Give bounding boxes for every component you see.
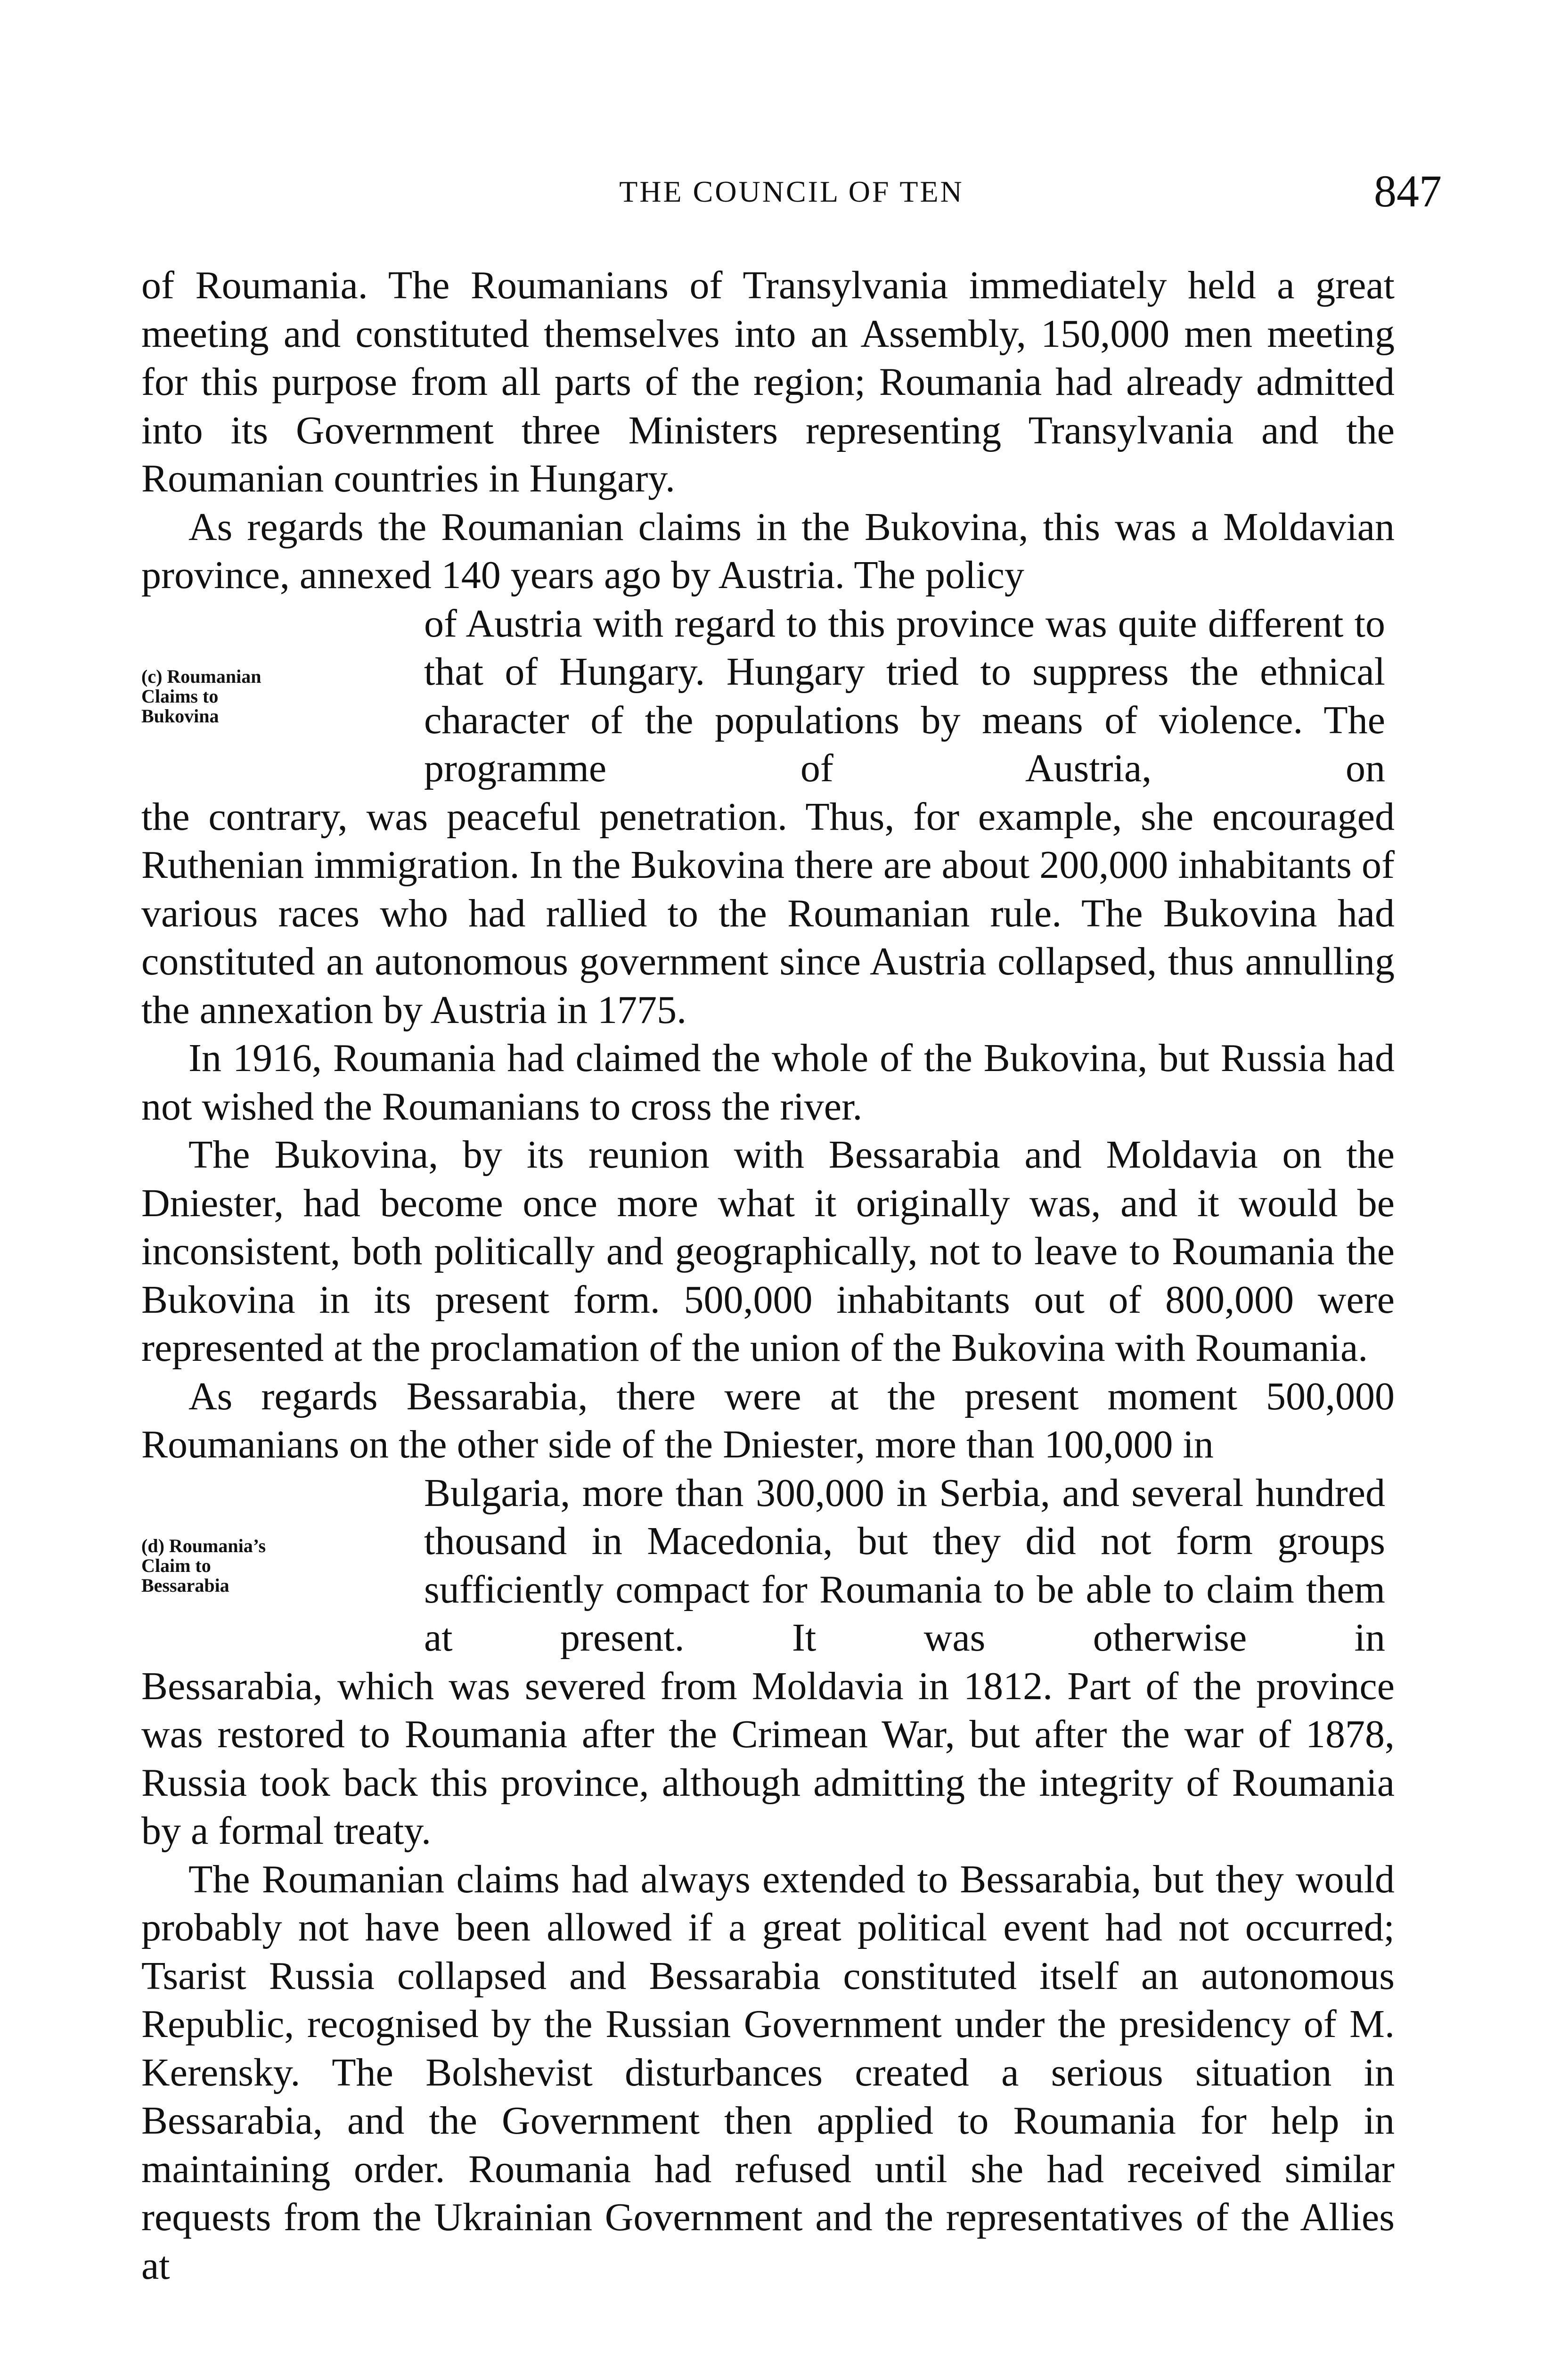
paragraph-1916-claim: In 1916, Roumania had claimed the whole of the Bukovina, but Russia had not wished the Roumanians to cross the river. <box>141 1036 1395 1129</box>
running-head: THE COUNCIL OF TEN <box>619 175 964 208</box>
paragraph-bessarabia-lead: As regards Bessarabia, there were at the present moment 500,000 Roumanians on the other side of the Dniester, more than 100,000 in <box>141 1374 1395 1466</box>
marginal-note-line: (c) Roumanian <box>141 665 261 687</box>
paragraph-bessarabia-rest: Bessarabia, which was severed from Moldavia in 1812. Part of the province was restored to Roumania after the Crimean War, but after the war of 1878, Russia took back this province, although admitting the integrity of Roumania by a formal treaty. <box>141 1664 1395 1853</box>
bessarabia-inset-block <box>141 1469 1395 1662</box>
paragraph-bukovina-lead: As regards the Roumanian claims in the Bukovina, this was a Moldavian province, annexed 140 years ago by Austria. The policy <box>141 505 1395 597</box>
marginal-note-line: Claim to <box>141 1554 211 1576</box>
paragraph-bukovina-rest: the contrary, was peaceful penetration. Thus, for example, she encouraged Ruthenian immigration. In the Bukovina there are about 200,000 inhabitants of various races who had rallied to the Roumanian rule. The Bukovina had constituted an autonomous government since Austria collapsed, thus annulling the annexation by Austria in 1775. <box>141 794 1395 1032</box>
marginal-note-bukovina <box>141 667 424 726</box>
marginal-note-bessarabia <box>141 1536 424 1595</box>
marginal-note-line: Claims to <box>141 685 219 707</box>
body-text <box>141 262 1395 2290</box>
paragraph-bessarabia-inset: Bulgaria, more than 300,000 in Serbia, and several hundred thousand in Macedonia, but they did not form groups sufficiently compact for Roumania to be able to claim them at present. It was otherwise in <box>424 1471 1385 1660</box>
marginal-note-line: Bukovina <box>141 705 219 727</box>
paragraph-transylvania: of Roumania. The Roumanians of Transylvania immediately held a great meeting and constituted themselves into an Assembly, 150,000 men meeting for this purpose from all parts of the region; Roumania had already admitted into its Government three Ministers representing Transylvania and the Roumanian countries in Hungary. <box>141 263 1395 500</box>
page-header <box>141 166 1442 226</box>
paragraph-bukovina-inset: of Austria with regard to this province was quite different to that of Hungary. Hungary tried to suppress the ethnical character of the populations by means of violence. The programme of Austria, on <box>424 601 1385 790</box>
bukovina-inset-block <box>141 600 1395 793</box>
marginal-note-line: (d) Roumania’s <box>141 1535 266 1556</box>
page-number: 847 <box>1374 166 1442 216</box>
paragraph-bukovina-reunion: The Bukovina, by its reunion with Bessarabia and Moldavia on the Dniester, had become once more what it originally was, and it would be inconsistent, both politically and geographically, not to leave to Roumania the Bukovina in its present form. 500,000 inhabitants out of 800,000 were represented at the proclamation of the union of the Bukovina with Roumania. <box>141 1133 1395 1370</box>
paragraph-bessarabia-claims: The Roumanian claims had always extended to Bessarabia, but they would probably not have been allowed if a great political event had not occurred; Tsarist Russia collapsed and Bessarabia constituted itself an autonomous Republic, recognised by the Russian Government under the presidency of M. Kerensky. The Bolshevist disturbances created a serious situation in Bessarabia, and the Government then applied to Roumania for help in maintaining order. Roumania had refused until she had received similar requests from the Ukrainian Government and the representatives of the Allies at <box>141 1857 1395 2288</box>
marginal-note-line: Bessarabia <box>141 1574 229 1596</box>
